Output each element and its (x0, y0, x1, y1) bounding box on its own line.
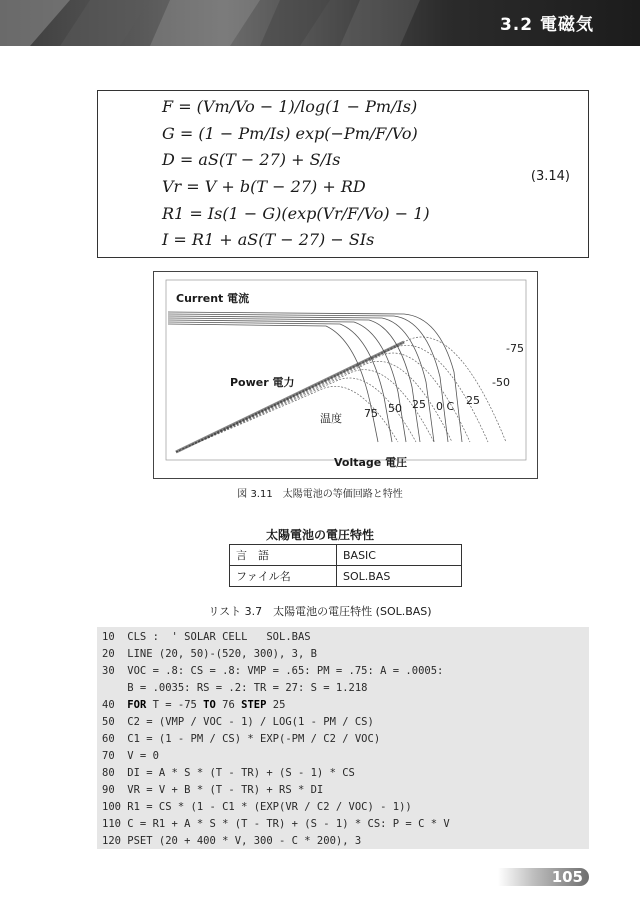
code-line: 80 DI = A * S * (T - TR) + (S - 1) * CS (102, 767, 355, 779)
code-line: 120 PSET (20 + 400 * V, 300 - C * 200), 3 (102, 835, 362, 847)
code-line: 110 C = R1 + A * S * (T - TR) + (S - 1) * CS: P = C * V (102, 818, 450, 830)
code-line: 20 LINE (20, 50)-(520, 300), 3, B (102, 648, 317, 660)
power-label: Power 電力 (230, 376, 295, 389)
page-number-bar (498, 868, 589, 886)
code-line: 90 VR = V + B * (T - TR) + RS * DI (102, 784, 324, 796)
equation-line: I = R1 + aS(T − 27) − SIs (162, 230, 375, 249)
equation-line: Vr = V + b(T − 27) + RD (162, 177, 366, 196)
code-text: T = -75 (146, 699, 204, 711)
temp-tick-label: 25 (412, 398, 426, 411)
code-listing (97, 627, 589, 849)
line-number: 40 (102, 699, 128, 711)
section-title: 3.2 電磁気 (499, 15, 594, 35)
table-value: SOL.BAS (337, 566, 462, 587)
temperature-label: 温度 (320, 412, 342, 425)
equation-box (97, 90, 589, 258)
temp-tick-label: -75 (506, 342, 524, 355)
equation-line: D = aS(T − 27) + S/Is (162, 150, 341, 169)
table-row (230, 545, 462, 566)
figure-caption: 図 3.11 太陽電池の等価回路と特性 (237, 489, 403, 500)
code-line: 70 V = 0 (102, 750, 159, 762)
equation-number: (3.14) (530, 169, 570, 184)
temp-tick-label: 25 (466, 394, 480, 407)
current-label: Current 電流 (176, 292, 250, 305)
voltage-label: Voltage 電圧 (334, 456, 408, 469)
code-text: 76 (215, 699, 242, 711)
table-key: ファイル名 (230, 566, 337, 587)
page-number: 105 (551, 868, 583, 886)
equation-line: G = (1 − Pm/Is) exp(−Pm/F/Vo) (162, 124, 418, 143)
keyword-step: STEP (241, 699, 267, 711)
table-title: 太陽電池の電圧特性 (265, 528, 374, 542)
code-line: 30 VOC = .8: CS = .8: VMP = .65: PM = .75: A = .0005: (102, 665, 444, 677)
figure-box (153, 271, 538, 479)
info-table (229, 544, 462, 587)
temp-tick-label: -50 (492, 376, 510, 389)
equation-line: F = (Vm/Vo − 1)/log(1 − Pm/Is) (162, 97, 418, 116)
listing-caption: リスト 3.7 太陽電池の電圧特性 (SOL.BAS) (208, 605, 432, 618)
page-header (0, 0, 640, 46)
code-line: 60 C1 = (1 - PM / CS) * EXP(-PM / C2 / VOC) (102, 733, 381, 745)
keyword-to: TO (203, 699, 216, 711)
temp-tick-label: 75 (364, 407, 378, 420)
code-line: 10 CLS : ' SOLAR CELL SOL.BAS (102, 631, 311, 643)
code-text: 25 (266, 699, 286, 711)
table-row (230, 566, 462, 587)
keyword-for: FOR (127, 699, 147, 711)
code-line: B = .0035: RS = .2: TR = 27: S = 1.218 (102, 682, 368, 694)
table-value: BASIC (337, 545, 462, 566)
temp-tick-label: 50 (388, 402, 402, 415)
code-line: 50 C2 = (VMP / VOC - 1) / LOG(1 - PM / CS) (102, 716, 374, 728)
code-line: 100 R1 = CS * (1 - C1 * (EXP(VR / C2 / VOC) - 1)) (102, 801, 412, 813)
table-key: 言 語 (230, 545, 337, 566)
temp-tick-label: 0 C (436, 400, 455, 413)
code-line-40 (102, 699, 285, 711)
equation-line: R1 = Is(1 − G)(exp(Vr/F/Vo) − 1) (162, 204, 430, 223)
